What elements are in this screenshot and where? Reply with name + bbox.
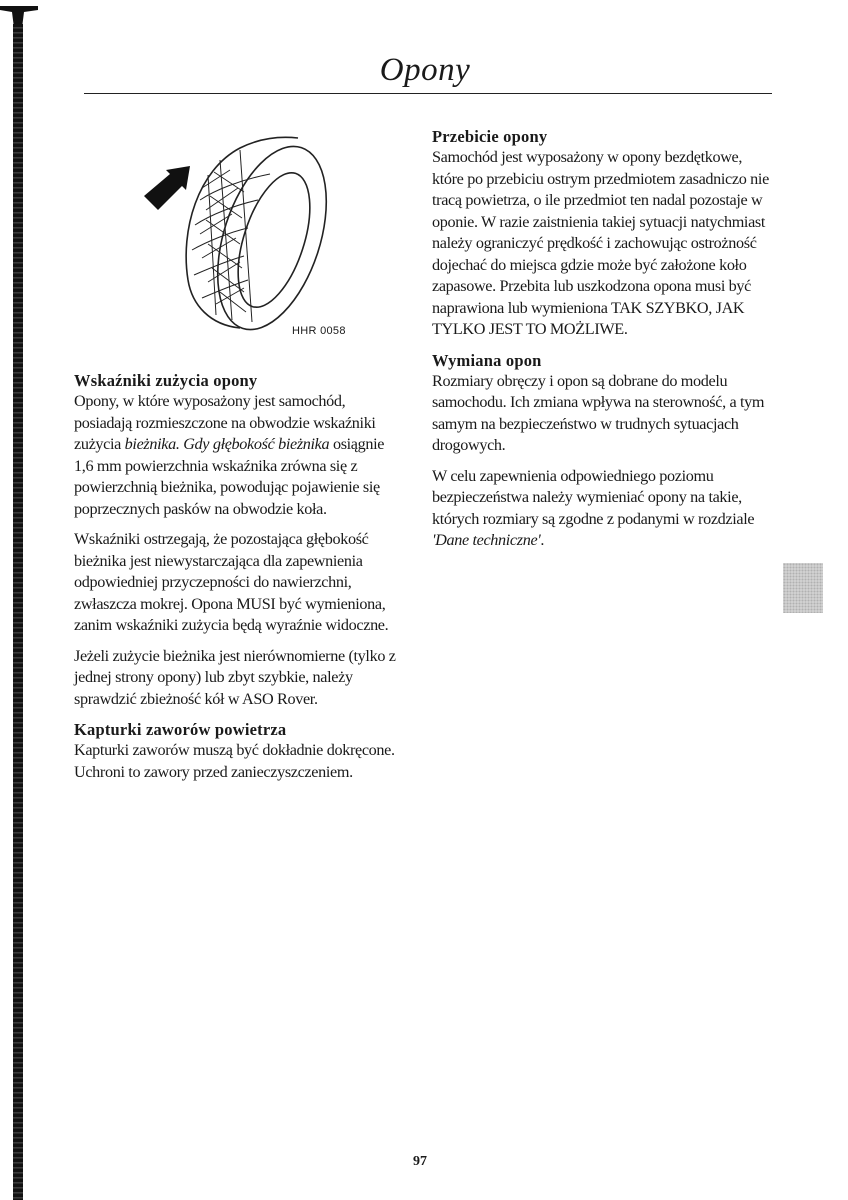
wear-indicators-paragraph-3: Jeżeli zużycie bieżnika jest nierównomierne (tylko z jednej strony opony) lub zbyt szybkie, należy sprawdzić zbieżność kół w ASO Rover. (74, 646, 396, 708)
valve-caps-paragraph: Kapturki zaworów muszą być dokładnie dokręcone. Uchroni to zawory przed zanieczyszczeniem. (74, 741, 395, 781)
section-tab-marker (783, 563, 823, 613)
page-title: Opony (379, 52, 471, 88)
arrow-icon (144, 166, 190, 210)
puncture-paragraph: Samochód jest wyposażony w opony bezdętkowe, które po przebiciu ostrym przedmiotem zasadniczo nie tracą powietrza, o ile przedmiot ten nadal pozostaje w oponie. W razie zaistnienia takiej sytuacji natychmiast należy ograniczyć prędkość i zachowując ostrożność dojechać do miejsca gdzie może być założone koło zapasowe. Przebita lub uszkodzona opona musi być naprawiona lub wymieniona TAK SZYBKO, JAK TYLKO JEST TO MOŻLIWE. (432, 148, 769, 338)
valve-caps-heading: Kapturki zaworów powietrza (74, 720, 287, 739)
binding-edge (13, 24, 23, 1200)
figure-code: HHR 0058 (292, 325, 346, 337)
title-rule (84, 93, 772, 94)
tire-icon (186, 133, 347, 343)
page-number: 97 (413, 1154, 427, 1169)
puncture-heading: Przebicie opony (432, 127, 548, 146)
wear-indicators-paragraph-1: Opony, w które wyposażony jest samochód, posiadają rozmieszczone na obwodzie wskaźniki zużycia bieżnika. Gdy głębokość bieżnika osiągnie 1,6 mm powierzchnia wskaźnika zrówna się z powierzchnią bieżnika, powodując pojawienie się poprzecznych pasków na obwodzie koła. (74, 392, 385, 518)
left-column (74, 370, 404, 792)
tire-change-paragraph-1: Rozmiary obręczy i opon są dobrane do modelu samochodu. Ich zmiana wpływa na sterowność, a tym samym na bezpieczeństwo w trudnych sytuacjach drogowych. (432, 371, 765, 454)
wear-indicators-paragraph-2: Wskaźniki ostrzegają, że pozostająca głębokość bieżnika jest niewystarczająca dla zapewnienia odpowiedniej przyczepności do nawierzchni, zwłaszcza mokrej. Opona MUSI być wymieniona, zanim wskaźniki zużycia będą wyraźnie widoczne. (74, 530, 389, 634)
tire-illustration (140, 130, 370, 350)
wear-indicators-heading: Wskaźniki zużycia opony (74, 371, 258, 390)
right-column (432, 126, 772, 561)
tire-change-heading: Wymiana opon (432, 350, 542, 370)
tire-change-paragraph-2: W celu zapewnienia odpowiedniego poziomu bezpieczeństwa należy wymieniać opony na takie, których rozmiary są zgodne z podanymi w rozdziale 'Dane techniczne'. (432, 466, 755, 549)
